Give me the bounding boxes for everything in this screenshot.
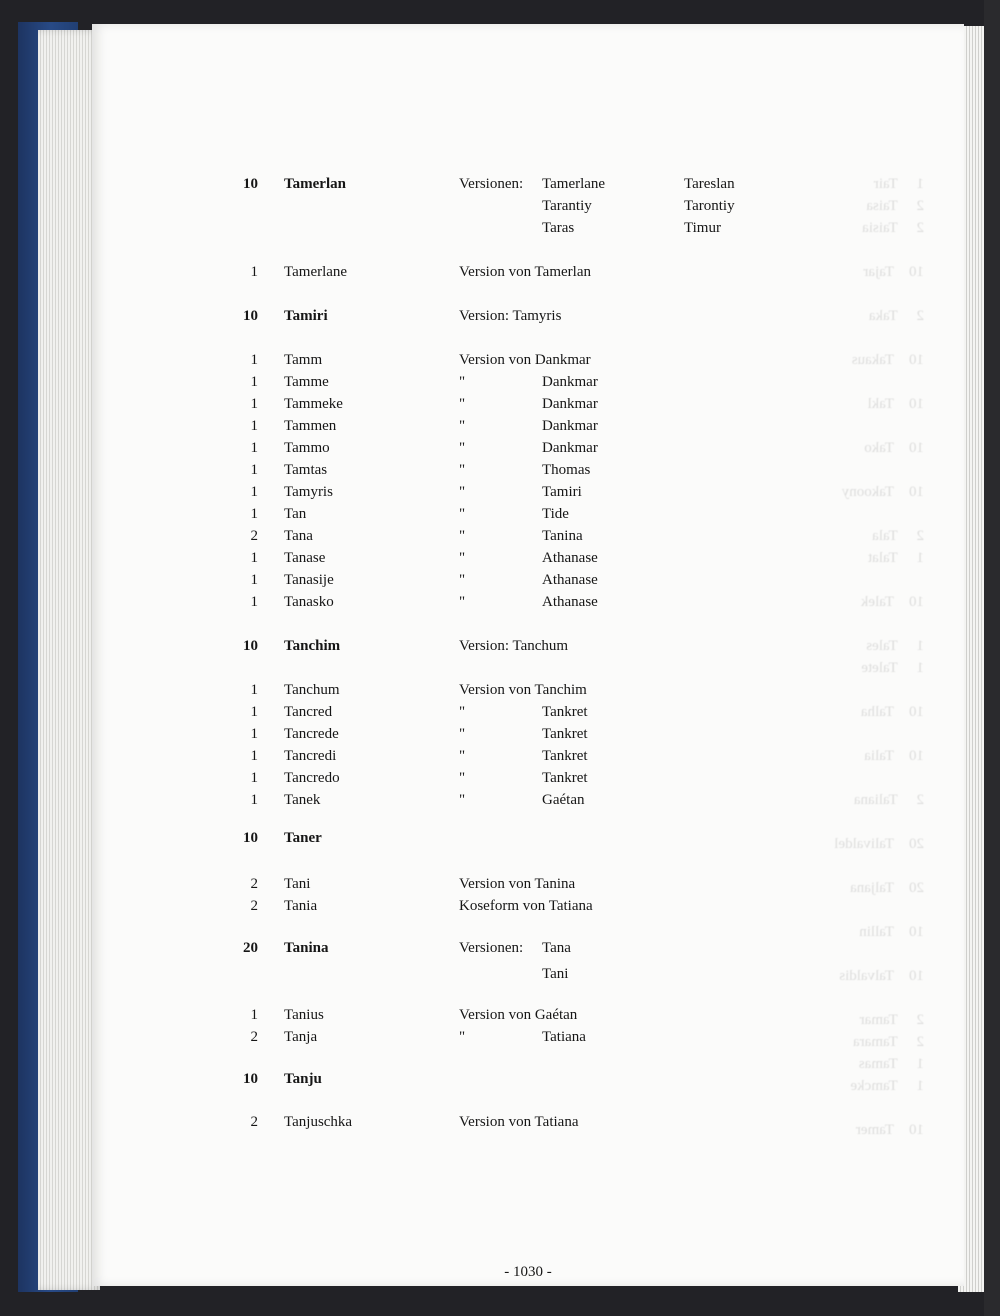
entry-name: Tamtas: [284, 462, 328, 478]
list-row: [92, 528, 964, 550]
entry-count: 2: [250, 898, 258, 914]
entry-origin: Version von Tatiana: [459, 1114, 579, 1130]
entry-name: Tancredi: [284, 748, 337, 764]
entry-count: 1: [250, 748, 258, 764]
entry-origin: Version: Tamyris: [459, 308, 562, 324]
entry-count: 20: [243, 940, 258, 956]
entry-name: Tamm: [284, 352, 323, 368]
entry-origin: ": [459, 748, 466, 764]
entry-origin: Koseform von Tatiana: [459, 898, 593, 914]
list-row: [92, 374, 964, 396]
entry-origin: Version von Tanchim: [459, 682, 587, 698]
list-row: [92, 898, 964, 920]
entry-variant: Dankmar: [542, 440, 598, 456]
entry-count: 1: [250, 770, 258, 786]
entry-origin: Version von Gaétan: [459, 1007, 578, 1023]
entry-count: 1: [250, 484, 258, 500]
list-row: [92, 352, 964, 374]
list-row: [92, 264, 964, 286]
entry-name: Tana: [284, 528, 313, 544]
list-row: [92, 506, 964, 528]
entry-name: Tanchim: [284, 638, 341, 654]
entry-variant: Tankret: [542, 770, 588, 786]
page-edges-left: [38, 30, 100, 1290]
entry-count: 10: [243, 830, 258, 846]
show-through: 1 Tair 2 Taisa 2 Taisia 10 Tajar 2 Taka 10 Takaus 10 Takl 10 Tako 10 Takoony 2 Tala 1 Talat 10 Talek 1 Tales 1 Talete 10 Talha 10 Talia 2 Taliana 20 Talivaldel 20 Taljana 10 Tallin 10 Talvaldis 2 Tamar 2 Tamara 1 Tamas 1 Tamcke 10 Tamer: [834, 176, 924, 1138]
list-row: [92, 876, 964, 898]
entry-count: 2: [250, 1114, 258, 1130]
entry-name: Tanasije: [284, 572, 334, 588]
list-row: [92, 748, 964, 770]
list-row: [92, 726, 964, 748]
entry-count: 1: [250, 506, 258, 522]
entry-count: 10: [243, 308, 258, 324]
entry-name: Tamyris: [284, 484, 333, 500]
entry-variant: Thomas: [542, 462, 591, 478]
list-row: [92, 1007, 964, 1029]
entry-origin: ": [459, 726, 466, 742]
book-page: [92, 24, 964, 1286]
list-row: [92, 940, 964, 962]
list-row: [92, 1071, 964, 1093]
list-row: [92, 550, 964, 572]
entry-variant: Gaétan: [542, 792, 585, 808]
entry-origin: ": [459, 528, 466, 544]
entry-count: 10: [243, 638, 258, 654]
entry-count: 1: [250, 352, 258, 368]
entry-name: Tammeke: [284, 396, 343, 412]
entry-name: Taner: [284, 830, 322, 846]
list-row: [92, 418, 964, 440]
entry-variant: Athanase: [542, 550, 598, 566]
entry-variant: Taras: [542, 220, 575, 236]
page-number: - 1030 -: [504, 1264, 552, 1280]
entry-extra: Tareslan: [684, 176, 735, 192]
entry-count: 1: [250, 374, 258, 390]
entry-count: 1: [250, 1007, 258, 1023]
entry-count: 1: [250, 572, 258, 588]
entry-count: 2: [250, 876, 258, 892]
entry-name: Tancredo: [284, 770, 340, 786]
entry-name: Tamme: [284, 374, 329, 390]
entry-origin: ": [459, 396, 466, 412]
list-row: [92, 682, 964, 704]
entry-name: Tania: [284, 898, 318, 914]
entry-count: 1: [250, 792, 258, 808]
entry-origin: ": [459, 374, 466, 390]
entry-count: 1: [250, 726, 258, 742]
list-row: [92, 572, 964, 594]
entry-count: 1: [250, 440, 258, 456]
list-row: [92, 220, 964, 242]
entry-origin: ": [459, 594, 466, 610]
entry-variant: Tani: [542, 966, 569, 982]
list-row: [92, 308, 964, 330]
entry-count: 1: [250, 682, 258, 698]
list-row: [92, 176, 964, 198]
entry-name: Tammen: [284, 418, 337, 434]
list-row: [92, 704, 964, 726]
entry-name: Tani: [284, 876, 311, 892]
entry-name: Tan: [284, 506, 307, 522]
background-strip: [984, 0, 1000, 1316]
entry-variant: Athanase: [542, 594, 598, 610]
entry-origin: Versionen:: [459, 176, 524, 192]
entry-count: 1: [250, 462, 258, 478]
entry-origin: Version von Tanina: [459, 876, 576, 892]
list-row: [92, 484, 964, 506]
entry-origin: ": [459, 770, 466, 786]
entry-name: Tamerlan: [284, 176, 346, 192]
entry-origin: ": [459, 440, 466, 456]
entry-origin: ": [459, 572, 466, 588]
list-row: [92, 594, 964, 616]
list-row: [92, 638, 964, 660]
entry-variant: Tanina: [542, 528, 583, 544]
entry-origin: ": [459, 462, 466, 478]
entry-name: Tamerlane: [284, 264, 348, 280]
entry-name: Tanek: [284, 792, 321, 808]
list-row: [92, 396, 964, 418]
entry-origin: Version: Tanchum: [459, 638, 569, 654]
entry-variant: Dankmar: [542, 418, 598, 434]
entry-name: Tancrede: [284, 726, 339, 742]
entry-origin: Version von Dankmar: [459, 352, 591, 368]
entry-variant: Tide: [542, 506, 569, 522]
list-row: [92, 198, 964, 220]
entry-variant: Tarantiy: [542, 198, 592, 214]
entry-origin: ": [459, 506, 466, 522]
entry-variant: Athanase: [542, 572, 598, 588]
entry-count: 10: [243, 1071, 258, 1087]
entry-name: Tanja: [284, 1029, 318, 1045]
entry-variant: Tamiri: [542, 484, 582, 500]
entry-origin: ": [459, 418, 466, 434]
entry-origin: ": [459, 550, 466, 566]
entry-count: 1: [250, 594, 258, 610]
entry-variant: Tankret: [542, 748, 588, 764]
entry-name: Tanase: [284, 550, 326, 566]
entry-count: 1: [250, 550, 258, 566]
entry-variant: Dankmar: [542, 396, 598, 412]
entry-origin: ": [459, 484, 466, 500]
list-row: [92, 440, 964, 462]
entry-variant: Tatiana: [542, 1029, 586, 1045]
entry-variant: Tamerlane: [542, 176, 606, 192]
list-row: [92, 966, 964, 988]
entry-name: Tancred: [284, 704, 333, 720]
entry-origin: Versionen:: [459, 940, 524, 956]
entry-origin: Version von Tamerlan: [459, 264, 591, 280]
entry-name: Tanius: [284, 1007, 324, 1023]
entry-name: Tammo: [284, 440, 330, 456]
list-row: [92, 1029, 964, 1051]
entry-count: 1: [250, 396, 258, 412]
entry-count: 10: [243, 176, 258, 192]
entry-variant: Tana: [542, 940, 571, 956]
entry-count: 2: [250, 1029, 258, 1045]
entry-name: Tanju: [284, 1071, 322, 1087]
entry-variant: Tankret: [542, 726, 588, 742]
entry-name: Tanina: [284, 940, 329, 956]
list-row: [92, 792, 964, 814]
entry-variant: Tankret: [542, 704, 588, 720]
entry-count: 1: [250, 264, 258, 280]
entry-origin: ": [459, 1029, 466, 1045]
entry-origin: ": [459, 704, 466, 720]
entry-name: Tanjuschka: [284, 1114, 353, 1130]
list-row: [92, 462, 964, 484]
entry-count: 1: [250, 418, 258, 434]
list-row: [92, 830, 964, 852]
entry-origin: ": [459, 792, 466, 808]
list-row: [92, 770, 964, 792]
entry-count: 1: [250, 704, 258, 720]
entry-extra: Timur: [684, 220, 721, 236]
entry-extra: Tarontiy: [684, 198, 735, 214]
entry-variant: Dankmar: [542, 374, 598, 390]
entry-name: Tanasko: [284, 594, 334, 610]
entry-count: 2: [250, 528, 258, 544]
entry-name: Tamiri: [284, 308, 328, 324]
entry-name: Tanchum: [284, 682, 340, 698]
list-row: [92, 1114, 964, 1136]
